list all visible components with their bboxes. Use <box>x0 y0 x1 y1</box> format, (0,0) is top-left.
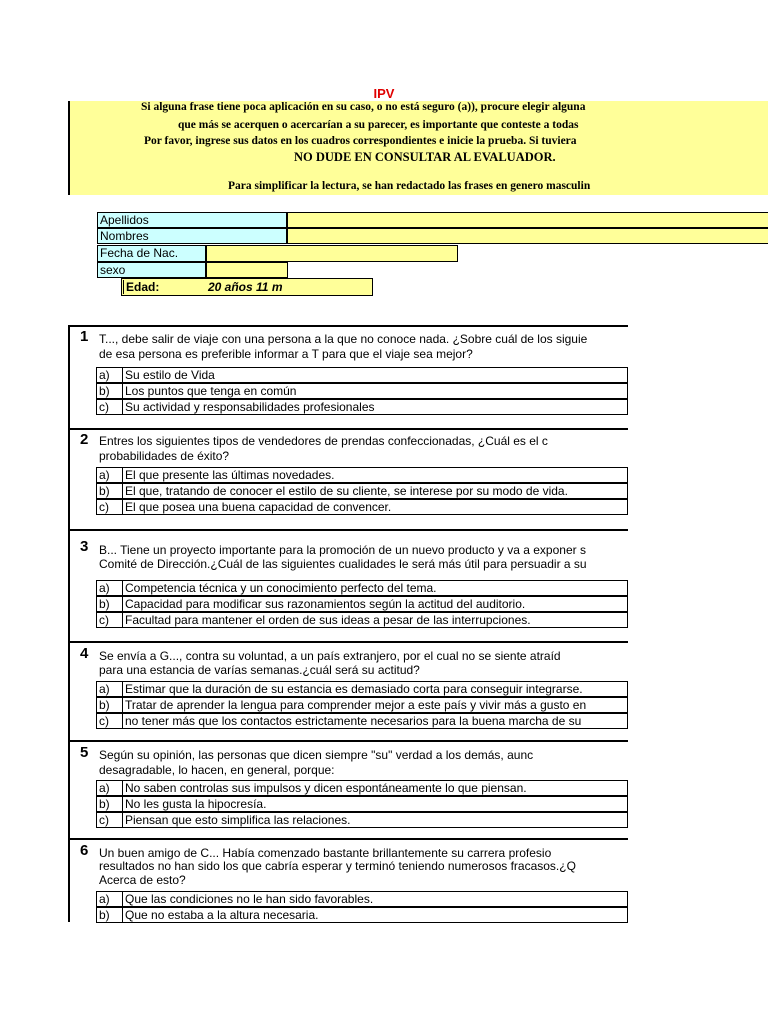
apellidos-label: Apellidos <box>97 212 287 228</box>
answer-option[interactable] <box>96 796 628 812</box>
option-text: Que no estaba a la altura necesaria. <box>125 908 319 922</box>
sexo-label: sexo <box>97 262 206 278</box>
answer-option[interactable] <box>96 612 628 628</box>
question-number: 2 <box>80 431 89 448</box>
question-text-line: para una estancia de varías semanas.¿cuál será su actitud? <box>99 663 420 677</box>
edad-box <box>121 278 373 296</box>
instructions-line-2: que más se acerquen o acercarían a su parecer, es importante que conteste a todas <box>178 119 579 131</box>
question-text-line: Comité de Dirección.¿Cuál de las siguientes cualidades le será más útil para persuadir a su <box>99 557 587 571</box>
question-text-line: B... Tiene un proyecto importante para la promoción de un nuevo producto y va a exponer s <box>99 543 586 557</box>
option-text: Competencia técnica y un conocimiento perfecto del tema. <box>125 581 437 595</box>
option-text: Su actividad y responsabilidades profesionales <box>125 400 375 414</box>
question-text-line: resultados no han sido los que cabría esperar y terminó teniendo numerosos fracasos.¿Q <box>99 859 576 873</box>
answer-option[interactable] <box>96 891 628 907</box>
answer-option[interactable] <box>96 596 628 612</box>
question-text-line: desagradable, lo hacen, en general, porque: <box>99 763 335 777</box>
option-letter: a) <box>99 682 110 696</box>
option-text: Los puntos que tenga en común <box>125 384 297 398</box>
question-text-line: Según su opinión, las personas que dicen siempre "su" verdad a los demás, aunc <box>99 748 534 762</box>
option-letter: b) <box>99 597 110 611</box>
option-text: no tener más que los contactos estrictamente necesarios para la buena marcha de su <box>125 714 582 728</box>
option-letter: a) <box>99 781 110 795</box>
instructions-line-5: Para simplificar la lectura, se han redactado las frases en genero masculin <box>228 180 591 192</box>
questions-left-border <box>68 325 70 922</box>
option-text: Tratar de aprender la lengua para comprender mejor a este país y vivir más a gusto en <box>125 698 587 712</box>
question-separator <box>68 428 628 430</box>
edad-value: 20 años 11 m <box>208 280 283 294</box>
question-text-line: T..., debe salir de viaje con una persona a la que no conoce nada. ¿Sobre cuál de los siguie <box>99 332 588 346</box>
question-text-line: probabilidades de éxito? <box>99 449 230 463</box>
option-text: Piensan que esto simplifica las relaciones. <box>125 813 351 827</box>
question-text-line: Un buen amigo de C... Había comenzado bastante brillantemente su carrera profesio <box>99 846 552 860</box>
answer-option[interactable] <box>96 499 628 515</box>
question-text-line: Se envía a G..., contra su voluntad, a un país extranjero, por el cual no se siente atraíd <box>99 649 561 663</box>
option-letter: a) <box>99 468 110 482</box>
question-number: 3 <box>80 538 89 555</box>
edad-divider <box>123 280 124 294</box>
question-number: 5 <box>80 744 89 761</box>
option-letter: a) <box>99 368 110 382</box>
answer-option[interactable] <box>96 681 628 697</box>
question-separator <box>68 529 628 531</box>
option-letter: c) <box>99 500 109 514</box>
question-number: 1 <box>80 328 89 345</box>
apellidos-field[interactable] <box>287 212 768 228</box>
answer-option[interactable] <box>96 399 628 415</box>
nombres-label: Nombres <box>97 228 287 244</box>
option-text: Estimar que la duración de su estancia es demasiado corta para conseguir integrarse. <box>125 682 583 696</box>
question-number: 4 <box>80 645 89 662</box>
option-letter: c) <box>99 813 109 827</box>
instructions-line-3: Por favor, ingrese sus datos en los cuadros correspondientes e inicie la prueba. Si tuviera <box>144 135 577 147</box>
instructions-warning: NO DUDE EN CONSULTAR AL EVALUADOR. <box>294 150 556 164</box>
option-text: El que posea una buena capacidad de convencer. <box>125 500 392 514</box>
edad-label: Edad: <box>126 280 160 294</box>
question-text-line: Acerca de esto? <box>99 873 186 887</box>
option-text: Capacidad para modificar sus razonamientos según la actitud del auditorio. <box>125 597 526 611</box>
option-letter: c) <box>99 714 109 728</box>
option-letter: b) <box>99 384 110 398</box>
question-number: 6 <box>80 842 89 859</box>
option-letter: b) <box>99 908 110 922</box>
option-text: Facultad para mantener el orden de sus ideas a pesar de las interrupciones. <box>125 613 531 627</box>
question-separator <box>68 838 628 840</box>
option-text: Que las condiciones no le han sido favorables. <box>125 892 374 906</box>
option-letter: b) <box>99 698 110 712</box>
sexo-field[interactable] <box>206 262 288 278</box>
answer-option[interactable] <box>96 907 628 923</box>
answer-option[interactable] <box>96 383 628 399</box>
answer-option[interactable] <box>96 780 628 796</box>
option-text: No les gusta la hipocresía. <box>125 797 267 811</box>
answer-option[interactable] <box>96 483 628 499</box>
answer-option[interactable] <box>96 812 628 828</box>
question-separator <box>68 325 628 327</box>
option-text: Su estilo de Vida <box>125 368 215 382</box>
question-separator <box>68 740 628 742</box>
answer-option[interactable] <box>96 713 628 729</box>
option-letter: a) <box>99 892 110 906</box>
answer-option[interactable] <box>96 467 628 483</box>
option-text: El que presente las últimas novedades. <box>125 468 335 482</box>
answer-option[interactable] <box>96 697 628 713</box>
instructions-line-1: Si alguna frase tiene poca aplicación en su caso, o no está seguro (a)), procure elegir alguna <box>141 101 586 113</box>
option-letter: c) <box>99 613 109 627</box>
option-letter: b) <box>99 484 110 498</box>
option-letter: a) <box>99 581 110 595</box>
fecha-nac-label: Fecha de Nac. <box>97 245 206 262</box>
option-text: No saben controlas sus impulsos y dicen espontáneamente lo que piensan. <box>125 781 527 795</box>
question-text-line: de esa persona es preferible informar a T para que el viaje sea mejor? <box>99 347 473 361</box>
option-text: El que, tratando de conocer el estilo de su cliente, se interese por su modo de vida. <box>125 484 568 498</box>
nombres-field[interactable] <box>287 228 768 244</box>
option-letter: b) <box>99 797 110 811</box>
instructions-panel <box>68 101 768 195</box>
page-title: IPV <box>373 86 395 101</box>
option-letter: c) <box>99 400 109 414</box>
fecha-nac-field[interactable] <box>206 245 458 262</box>
question-separator <box>68 641 628 643</box>
answer-option[interactable] <box>96 580 628 596</box>
question-text-line: Entres los siguientes tipos de vendedores de prendas confeccionadas, ¿Cuál es el c <box>99 434 548 448</box>
answer-option[interactable] <box>96 367 628 383</box>
